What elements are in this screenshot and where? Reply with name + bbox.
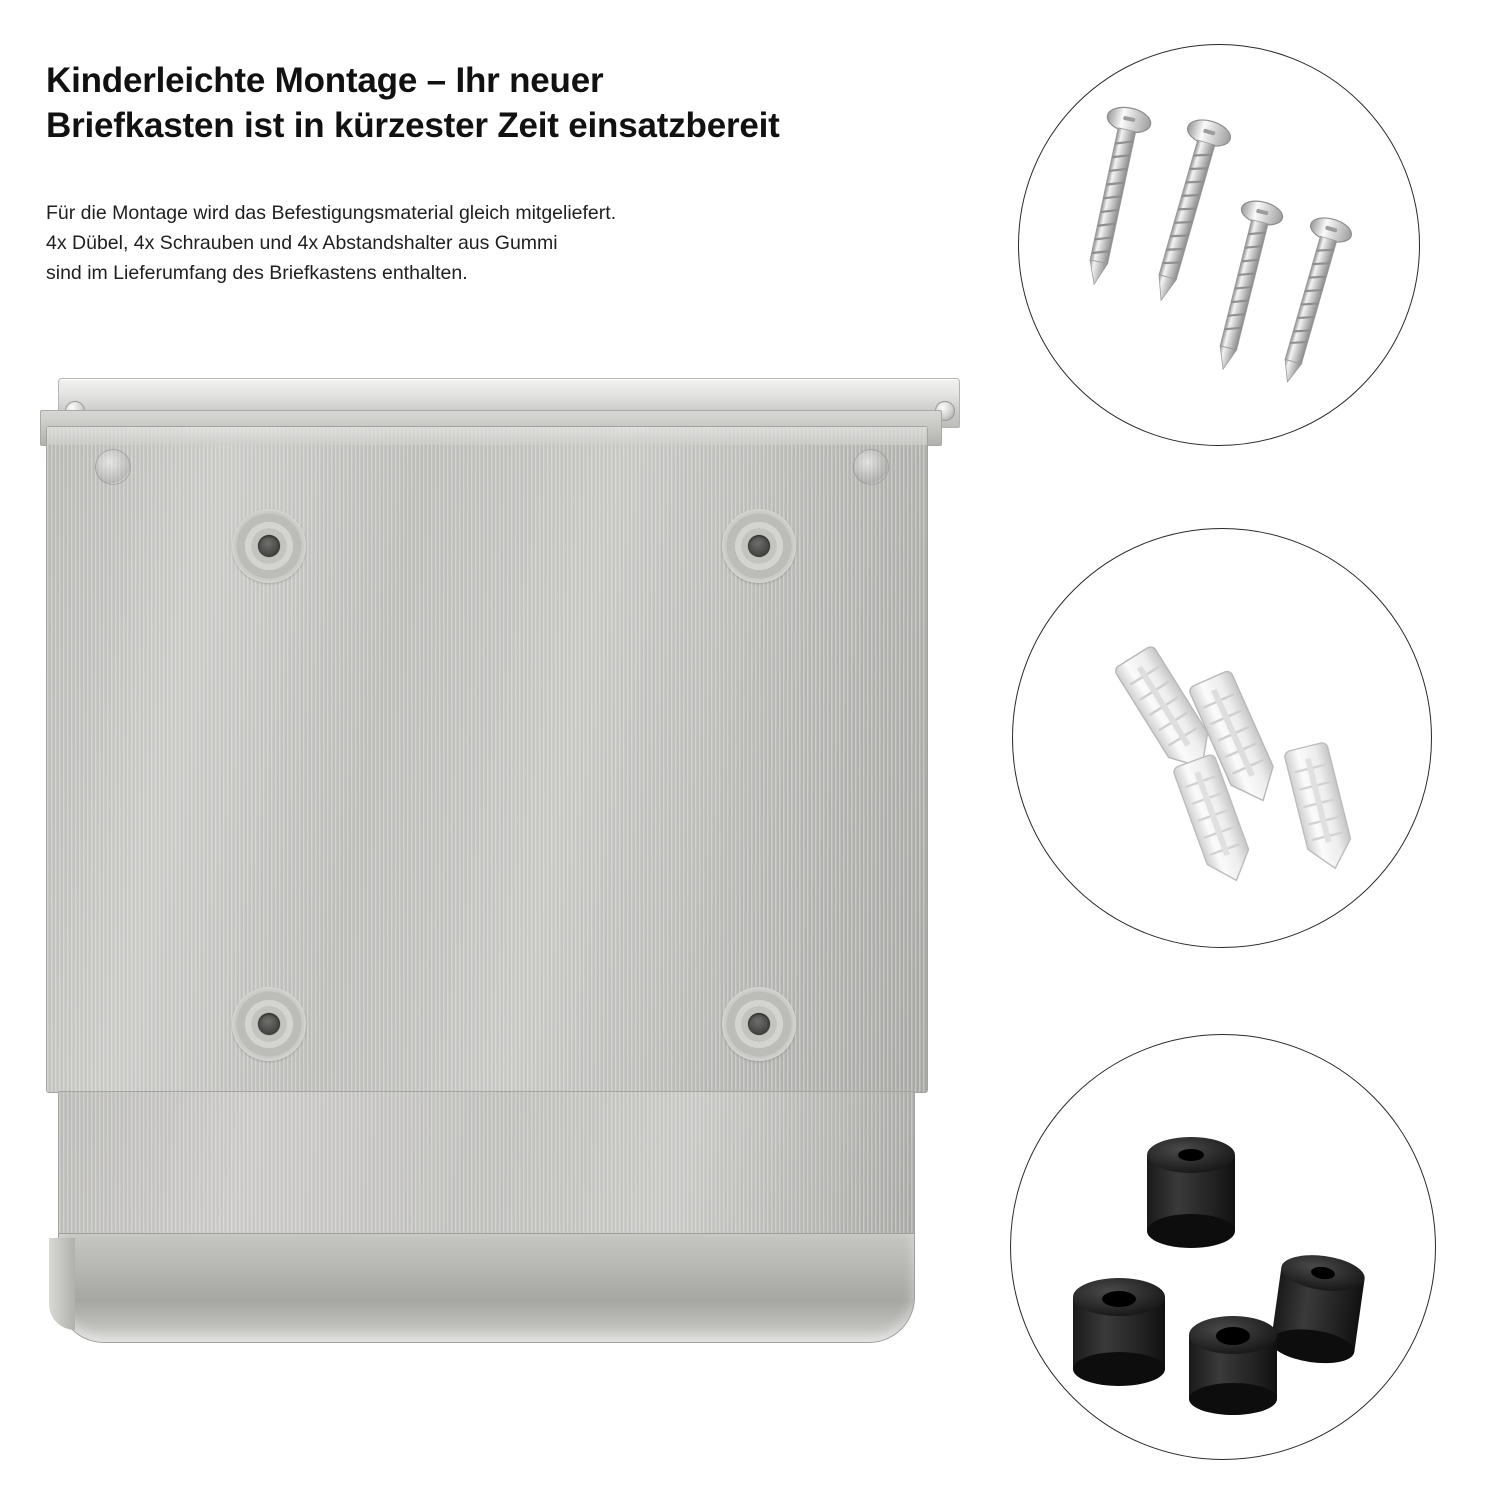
mailbox-body: [46, 426, 928, 1093]
mailbox-body-highlight: [47, 427, 927, 445]
callout-rubber-spacers: [1010, 1034, 1436, 1460]
mount-hole-2: [722, 509, 796, 583]
mount-hole-4: [722, 987, 796, 1061]
page-title: Kinderleichte Montage – Ihr neuer Briefkasten ist in kürzester Zeit einsatzbereit: [46, 61, 780, 146]
callout-screws: [1018, 44, 1420, 446]
body-line-2: 4x Dübel, 4x Schrauben und 4x Abstandshalter aus Gummi: [46, 232, 558, 255]
mount-hole-3: [232, 987, 306, 1061]
corner-dimple-top-right: [853, 449, 889, 485]
corner-dimple-top-left: [95, 449, 131, 485]
mount-hole-1: [232, 509, 306, 583]
body-text: [46, 198, 846, 289]
body-line-3: sind im Lieferumfang des Briefkastens enthalten.: [46, 262, 468, 285]
mailbox-back-panel-image: [40, 378, 960, 1358]
newspaper-compartment-curve: [58, 1233, 915, 1343]
body-line-1: Für die Montage wird das Befestigungsmaterial gleich mitgeliefert.: [46, 202, 617, 224]
newspaper-compartment: [58, 1091, 915, 1243]
callout-wall-plugs: [1012, 528, 1432, 948]
